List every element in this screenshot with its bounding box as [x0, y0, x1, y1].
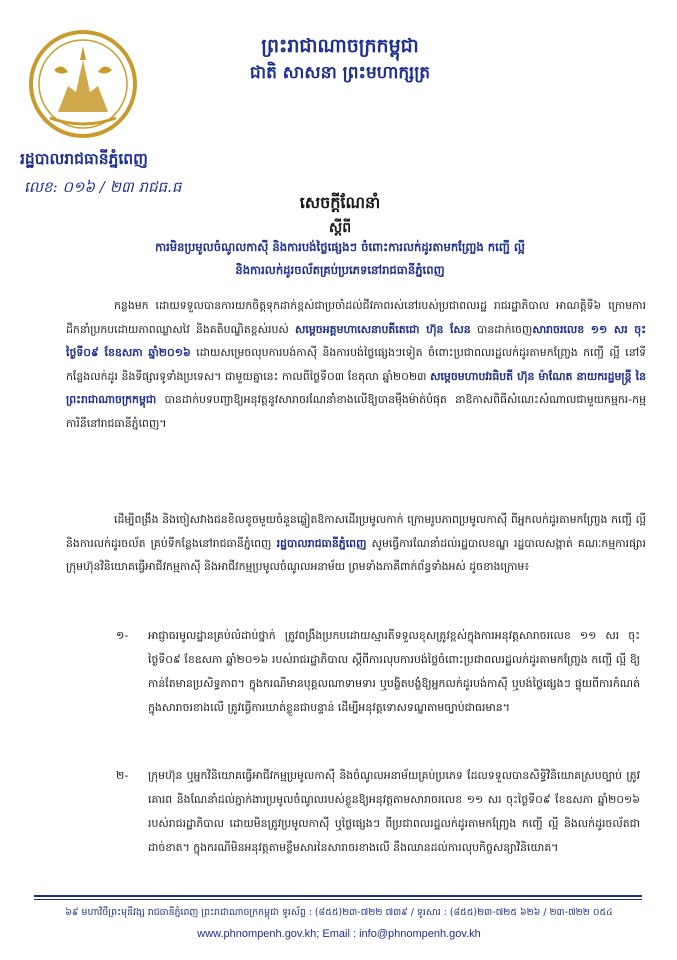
- email-label: ; Email :: [316, 928, 360, 940]
- text-run: បានដាក់បទបញ្ជាឱ្យអនុវត្តនូវសារាចរណែនាំខាងលើឱ្យបានម៉ឺងម៉ាត់បំផុត នាឱកាសពិធីសំណេះសំណាលជាមួយកម្មករ-កម្មការិនីនៅរាជធានីភ្នំពេញ។: [66, 393, 646, 430]
- circular-reference: សារាចរលេខ ១១ សរ ចុះថ្ងៃទី០៩ ខែឧសភា ឆ្នាំ២០១៦: [66, 322, 646, 359]
- text-run: សូមធ្វើការណែនាំដល់រដ្ឋបាលខណ្ឌ រដ្ឋបាលសង្កាត់ គណៈកម្មការផ្សារ ក្រុមហ៊ុនវិនិយោគធ្វើអាជីវកម្មកាស៊ី និងអាជីវកម្មប្រមូលចំណូលអនាម័យ ព្រមទាំងភាគីពាក់ព័ន្ធទាំងអស់ ដូចខាងក្រោម៖: [66, 536, 646, 573]
- list-item-2: ក្រុមហ៊ុន ឬអ្នកវិនិយោគធ្វើអាជីវកម្មប្រមូលកាស៊ី និងចំណូលអនាម័យគ្រប់ប្រភេទ ដែលទទួលបានសិទ្ធិវិនិយោគស្របច្បាប់ ត្រូវគោរព និងណែនាំដល់ភ្នាក់ងារប្រមូលចំណូលរបស់ខ្លួនឱ្យអនុវត្តតាមសារាចរលេខ ១១ សរ ចុះថ្ងៃទី០៩ ខែឧសភា ឆ្នាំ២០១៦ របស់រាជរដ្ឋាភិបាល ដោយមិនត្រូវប្រមូលកាស៊ី ឬថ្លៃផ្សេងៗ ពីប្រជាពលរដ្ឋលក់ដូរតាមកញ្ច្រែង កញ្ជើ ល្អី និងលក់ដូរចល័តជាដាច់ខាត។ ក្នុងករណីមិនអនុវត្តតាមខ្លឹមសារនៃសារាចរខាងលើ នឹងឈានដល់ការលុបកិច្ចសន្យាវិនិយោគ។: [148, 769, 640, 854]
- footer-divider: [34, 895, 642, 897]
- subject-line-2: និងការលក់ដូរចល័តគ្រប់ប្រភេទនៅរាជធានីភ្នំពេញ: [235, 263, 445, 277]
- phnom-penh-emblem-icon: [28, 26, 138, 142]
- body-paragraph-2: [66, 508, 646, 579]
- reference-number: លេខ: ០១៦ / ២៣ រាជធ.ធ: [24, 178, 182, 196]
- body-paragraph-1: [66, 294, 646, 435]
- issuing-authority: រដ្ឋបាលរាជធានីភ្នំពេញ: [20, 149, 148, 168]
- text-run: ដើម្បីពង្រឹង និងចៀសវាងជនខិលខូចមួយចំនួនឆ្លៀតឱកាសដើរប្រមូលកាក់ ក្រោមរូបភាពប្រមូលកាស៊ី ពីអ្នកលក់ដូរតាមកញ្ច្រែង កញ្ជើ ល្អី និងការលក់ដូរចល័ត គ្រប់ទីកន្លែងនៅរាជធានីភ្នំពេញ: [66, 513, 646, 550]
- footer-contact: [34, 928, 644, 940]
- list-item-number: ១-: [116, 629, 129, 642]
- website-link[interactable]: www.phnompenh.gov.kh: [197, 928, 317, 940]
- leader-name: សម្តេចអគ្គមហាសេនាបតីតេជោ ហ៊ុន សែន: [295, 322, 471, 336]
- footer-divider: [34, 899, 642, 900]
- email-link[interactable]: info@phnompenh.gov.kh: [359, 928, 481, 940]
- national-motto: ជាតិ សាសនា ព្រះមហាក្សត្រ: [249, 63, 431, 83]
- footer-address: ៦៩ មហាវិថីព្រះមុនីវង្ស រាជធានីភ្នំពេញ ព្រះរាជាណាចក្រកម្ពុជា ទូរស័ព្ទ : (៨៥៥)២៣-៧២២ ៧៣៩ / ទូរសារ : (៨៥៥)២៣-៧២៥ ៦២៦ / ២៣-៧២២ ០៥៤: [65, 907, 613, 918]
- document-title: សេចក្តីណែនាំ: [299, 193, 381, 212]
- kingdom-heading: ព្រះរាជាណាចក្រកម្ពុជា: [261, 35, 419, 57]
- list-item-1: អាជ្ញាធរមូលដ្ឋានគ្រប់លំដាប់ថ្នាក់ ត្រូវពង្រឹងប្រកបដោយស្មារតីទទួលខុសត្រូវខ្ពស់ក្នុងការអនុវត្តសារាចរលេខ ១១ សរ ចុះថ្ងៃទី០៩ ខែឧសភា ឆ្នាំ២០១៦ របស់រាជរដ្ឋាភិបាល ស្តីពីការលុបការបង់ថ្លៃចំពោះប្រជាពលរដ្ឋលក់ដូរតាមកញ្ច្រែង កញ្ជើ ល្អី ឱ្យកាន់តែមានប្រសិទ្ធភាព។ ក្នុងករណីមានបុគ្គលណាទាមទារ ឬបង្ខិតបង្ខំឱ្យអ្នកលក់ដូរបង់កាស៊ី ឬបង់ថ្លៃផ្សេងៗ ផ្ទុយពីការកំណត់ក្នុងសារាចរខាងលើ ត្រូវធ្វើការឃាត់ខ្លួនជាបន្ទាន់ ដើម្បីអនុវត្តទោសទណ្ឌតាមច្បាប់ជាធរមាន។: [148, 629, 640, 714]
- list-item-number: ២-: [116, 769, 129, 782]
- subject-line-1: ការមិនប្រមូលចំណូលកាស៊ី និងការបង់ថ្លៃផ្សេងៗ ចំពោះការលក់ដូរតាមកញ្ច្រែង កញ្ជើ ល្អី: [155, 240, 525, 254]
- authority-name: រដ្ឋបាលរាជធានីភ្នំពេញ: [276, 536, 367, 550]
- text-run: បានដាក់ចេញ: [470, 322, 533, 336]
- text-run: កន្លងមក ដោយទទួលបានការយកចិត្តទុកដាក់ខ្ពស់ជាប្រចាំដល់ជីវភាពរស់នៅរបស់ប្រជាពលរដ្ឋ រាជរដ្ឋាភិបាល អាណត្តិទី៦ ក្រោមការដឹកនាំប្រកបដោយភាពឈ្លាសវៃ និងគតិបណ្ឌិតខ្ពស់របស់: [66, 299, 646, 336]
- document-title-about: ស្តីពី: [328, 220, 352, 236]
- text-run: ដោយសម្រេចលុបការបង់កាស៊ី និងការបង់ថ្លៃផ្សេងៗទៀត ចំពោះប្រជាពលរដ្ឋលក់ដូរតាមកញ្ច្រែង កញ្ជើ ល្អី នៅទីកន្លែងលក់ដូរ និងទីផ្សារទូទាំងប្រទេស។ ជាមួយគ្នានេះ កាលពីថ្ងៃទី០៣ ខែតុលា ឆ្នាំ២០២៣: [66, 346, 646, 383]
- prime-minister-name: សម្តេចមហាបវរធិបតី ហ៊ុន ម៉ាណែត នាយករដ្ឋមន្ត្រី នៃព្រះរាជាណាចក្រកម្ពុជា: [66, 369, 646, 406]
